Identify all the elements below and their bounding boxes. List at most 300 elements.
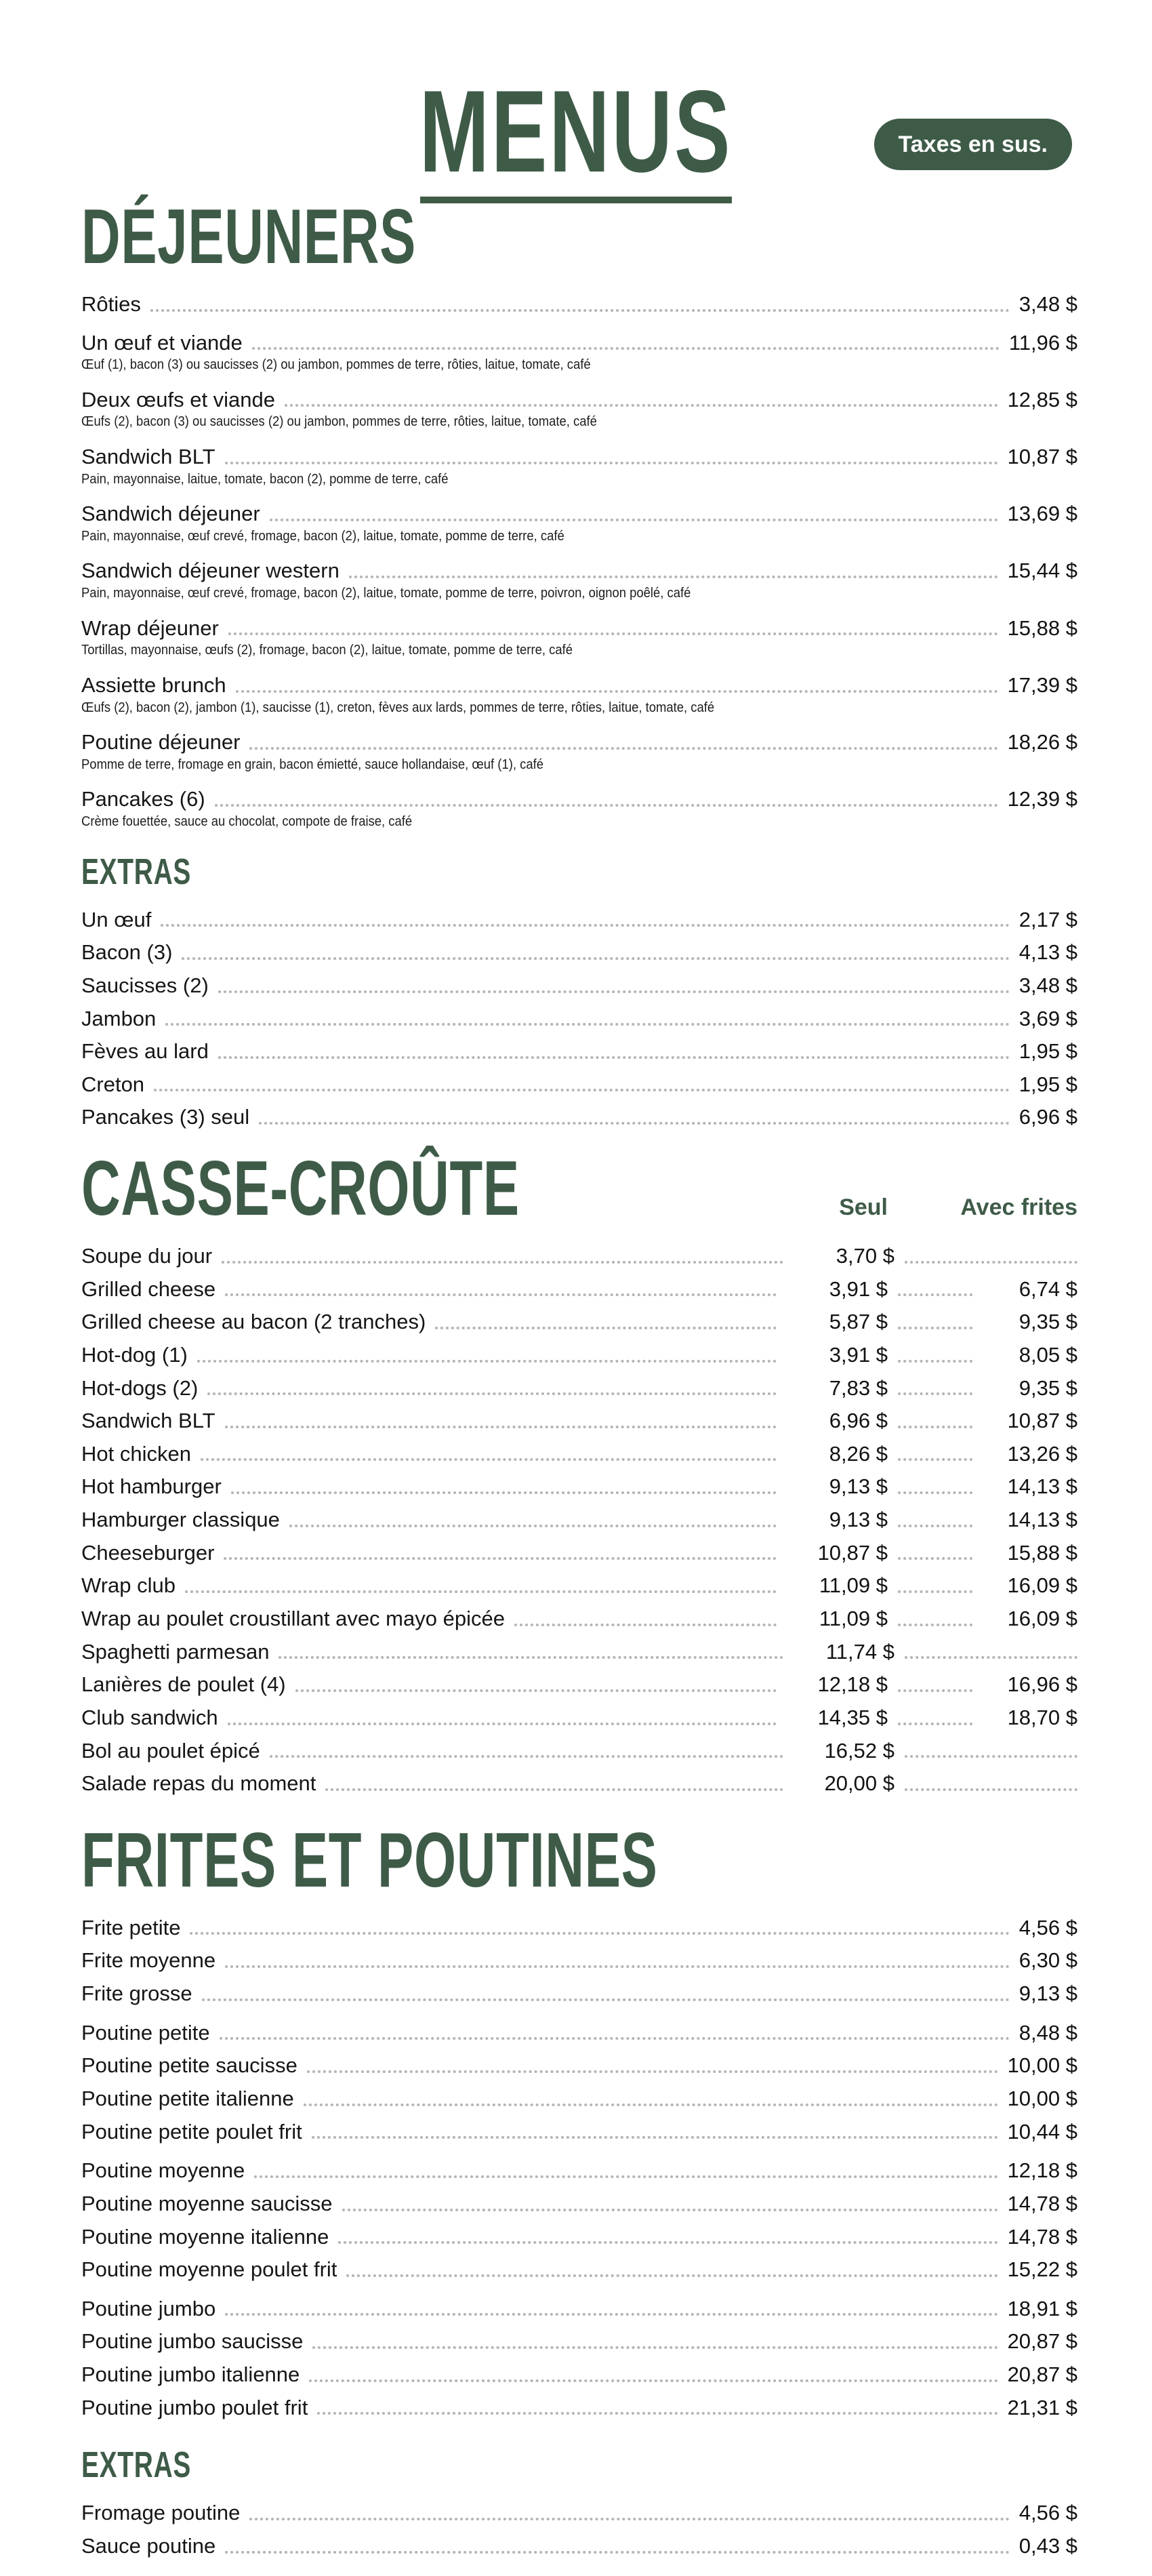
menu-item-row (81, 1771, 1077, 1796)
dejeuners-extras-items (81, 908, 1077, 1129)
item-price: 6,96 $ (1019, 1105, 1077, 1129)
item-description: Œufs (2), bacon (3) ou saucisses (2) ou jambon, pommes de terre, rôties, laitue, tomate, café (81, 414, 597, 430)
item-name: Poutine jumbo saucisse (81, 2329, 304, 2354)
menu-item (81, 1244, 1077, 1268)
item-price-avec-frites: 6,74 $ (1019, 1276, 1077, 1301)
menu-item-row (81, 1948, 1077, 1973)
item-price: 1,95 $ (1019, 1039, 1077, 1064)
menu-item (81, 1072, 1077, 1097)
menu-item (81, 2053, 1077, 2078)
dotted-leader (279, 1656, 783, 1659)
item-name: Poutine jumbo (81, 2296, 216, 2320)
item-price: 18,91 $ (1007, 2296, 1077, 2320)
item-name: Poutine moyenne poulet frit (81, 2257, 337, 2282)
item-price-seul: 9,13 $ (829, 1474, 888, 1499)
menu-item-row (81, 1916, 1077, 1940)
dotted-leader (898, 1458, 972, 1461)
menu-item-row (81, 2501, 1077, 2525)
menu-item (81, 2297, 1077, 2321)
dotted-leader (514, 1624, 777, 1626)
menu-item-group (81, 2021, 1077, 2144)
dotted-leader (349, 576, 998, 578)
item-price-avec-frites: 14,13 $ (1007, 1508, 1077, 1532)
menu-item (81, 2396, 1077, 2420)
item-price-seul: 9,13 $ (829, 1508, 888, 1532)
dotted-leader (225, 1426, 777, 1428)
item-price-seul: 12,18 $ (817, 1672, 888, 1697)
menu-item (81, 2501, 1077, 2525)
item-name: Poutine petite italienne (81, 2086, 294, 2110)
item-name: Assiette brunch (81, 672, 226, 697)
dotted-leader (270, 519, 998, 521)
item-name: Cheeseburger (81, 1540, 215, 1565)
dotted-leader (236, 690, 998, 693)
item-name: Poutine déjeuner (81, 730, 241, 754)
item-price-avec-frites: 14,13 $ (1007, 1474, 1077, 1499)
menu-item (81, 1474, 1077, 1499)
item-price-avec-frites: 8,05 $ (1019, 1342, 1077, 1367)
frites-poutines-groups (81, 1916, 1077, 2420)
dotted-leader (150, 309, 1010, 312)
item-name: Creton (81, 1072, 145, 1096)
item-name: Poutine moyenne (81, 2158, 245, 2183)
item-price: 0,43 $ (1019, 2534, 1077, 2558)
menu-item (81, 1409, 1077, 1433)
dotted-leader (220, 2037, 1010, 2040)
menu-item-row (81, 1508, 1077, 1532)
menu-item-group (81, 1916, 1077, 2006)
item-price-seul: 3,70 $ (836, 1243, 894, 1268)
item-name: Wrap au poulet croustillant avec mayo épicée (81, 1607, 505, 1631)
item-name: Grilled cheese au bacon (2 tranches) (81, 1310, 426, 1334)
item-price: 6,30 $ (1019, 1948, 1077, 1973)
item-price-seul: 11,09 $ (819, 1607, 888, 1631)
item-price: 11,96 $ (1008, 330, 1077, 355)
dotted-leader (270, 1755, 783, 1758)
item-price: 3,48 $ (1019, 973, 1077, 997)
menu-item-row (81, 1105, 1077, 1129)
item-price: 3,69 $ (1019, 1006, 1077, 1030)
menu-item (81, 2087, 1077, 2111)
dotted-leader (225, 1293, 777, 1296)
dotted-leader (905, 1755, 1077, 1758)
menu-item (81, 1916, 1077, 1940)
item-name: Spaghetti parmesan (81, 1639, 270, 1664)
section-heading-casse-croute: CASSE-CROÛTE (81, 1146, 520, 1232)
item-description: Œufs (2), bacon (2), jambon (1), saucisse (1), creton, fèves aux lards, pommes de terre, rôties, laitue, tomate, café (81, 699, 715, 715)
menu-item (81, 2021, 1077, 2045)
dotted-leader (154, 1089, 1010, 1091)
page-title: MENUS (419, 66, 733, 197)
item-name: Saucisses (2) (81, 973, 209, 997)
dotted-leader (218, 1056, 1010, 1059)
menu-item (81, 2534, 1077, 2558)
dejeuners-items (81, 292, 1077, 830)
menu-item-row (81, 2225, 1077, 2249)
menu-item (81, 559, 1077, 601)
menu-item-row (81, 730, 1077, 754)
item-price: 20,87 $ (1007, 2329, 1077, 2354)
item-price-seul: 3,91 $ (829, 1276, 888, 1301)
menu-item-row (81, 1310, 1077, 1334)
item-price: 3,48 $ (1019, 291, 1077, 316)
menu-item-row (81, 2087, 1077, 2111)
casse-croute-items (81, 1244, 1077, 1796)
item-price-seul: 7,83 $ (829, 1375, 888, 1400)
item-description: Crème fouettée, sauce au chocolat, compote de fraise, café (81, 813, 413, 830)
item-price: 9,13 $ (1019, 1981, 1077, 2006)
item-name: Rôties (81, 291, 141, 316)
item-name: Sandwich déjeuner western (81, 559, 340, 583)
item-name: Frite petite (81, 1915, 181, 1939)
item-name: Sauce poutine (81, 2534, 216, 2558)
item-price-seul: 20,00 $ (824, 1771, 894, 1796)
item-name: Poutine petite poulet frit (81, 2119, 302, 2144)
menu-item-row (81, 1376, 1077, 1401)
dotted-leader (898, 1426, 972, 1428)
item-price: 15,22 $ (1007, 2257, 1077, 2282)
item-price: 15,88 $ (1007, 616, 1077, 640)
dotted-leader (190, 1932, 1009, 1935)
item-name: Club sandwich (81, 1705, 218, 1729)
menu-item-row (81, 1244, 1077, 1268)
item-name: Hamburger classique (81, 1508, 280, 1532)
item-price-avec-frites: 18,70 $ (1007, 1705, 1077, 1729)
menu-item (81, 502, 1077, 544)
dotted-leader (197, 1360, 777, 1363)
item-price: 12,39 $ (1007, 787, 1077, 811)
item-description: Œuf (1), bacon (3) ou saucisses (2) ou jambon, pommes de terre, rôties, laitue, tomate, café (81, 357, 591, 373)
menu-item-row (81, 2192, 1077, 2216)
dotted-leader (898, 1360, 972, 1363)
item-name: Pancakes (3) seul (81, 1105, 250, 1129)
dotted-leader (249, 2518, 1009, 2520)
item-price: 4,56 $ (1019, 2501, 1077, 2525)
menu-item (81, 1706, 1077, 1730)
menu-item (81, 2225, 1077, 2249)
item-name: Un œuf et viande (81, 330, 243, 355)
item-price: 20,87 $ (1007, 2362, 1077, 2387)
dotted-leader (309, 2379, 997, 2382)
menu-item-row (81, 1007, 1077, 1031)
dotted-leader (304, 2104, 998, 2106)
dotted-leader (905, 1656, 1077, 1659)
menu-item (81, 787, 1077, 830)
menu-item (81, 1039, 1077, 1064)
column-header-seul: Seul (839, 1194, 888, 1220)
item-price: 4,56 $ (1019, 1915, 1077, 1939)
menu-item-row (81, 1343, 1077, 1367)
item-price-avec-frites: 16,96 $ (1007, 1672, 1077, 1697)
menu-item (81, 2158, 1077, 2183)
item-price-avec-frites: 16,09 $ (1007, 1573, 1077, 1598)
menu-item-row (81, 2534, 1077, 2558)
item-description: Tortillas, mayonnaise, œufs (2), fromage, bacon (2), laitue, tomate, pomme de terre, café (81, 642, 573, 658)
dotted-leader (161, 924, 1009, 927)
frites-extras-header (81, 2444, 1077, 2486)
menu-item (81, 1277, 1077, 1302)
section-dejeuners-header (81, 194, 1077, 280)
menu-item (81, 1771, 1077, 1796)
item-name: Bol au poulet épicé (81, 1738, 260, 1763)
dotted-leader (317, 2412, 997, 2415)
menu-item (81, 2120, 1077, 2144)
item-price: 10,44 $ (1007, 2119, 1077, 2144)
menu-item-row (81, 1442, 1077, 1466)
dotted-leader (228, 1723, 777, 1725)
menu-item-row (81, 445, 1077, 469)
menu-item-row (81, 1706, 1077, 1730)
item-name: Poutine jumbo italienne (81, 2362, 300, 2387)
item-name: Hot chicken (81, 1441, 191, 1466)
item-price-seul: 11,09 $ (819, 1573, 888, 1598)
item-price: 4,13 $ (1019, 940, 1077, 965)
menu-item-row (81, 1981, 1077, 2006)
item-name: Poutine moyenne saucisse (81, 2191, 333, 2215)
dotted-leader (249, 747, 997, 750)
dotted-leader (225, 462, 998, 464)
menu-item-row (81, 388, 1077, 412)
menu-item (81, 973, 1077, 998)
menu-item (81, 1105, 1077, 1129)
dotted-leader (898, 1624, 972, 1626)
item-price: 17,39 $ (1007, 672, 1077, 697)
dotted-leader (346, 2274, 997, 2277)
dotted-leader (228, 632, 998, 635)
item-name: Pancakes (6) (81, 787, 205, 811)
section-heading-frites-poutines: FRITES ET POUTINES (81, 1817, 658, 1904)
item-name: Bacon (3) (81, 940, 173, 965)
item-price-avec-frites: 16,09 $ (1007, 1607, 1077, 1631)
dejeuners-extras-header (81, 853, 1077, 890)
item-price-avec-frites: 15,88 $ (1007, 1540, 1077, 1565)
menu-item-row (81, 559, 1077, 583)
menu-item (81, 940, 1077, 965)
menu-item (81, 1310, 1077, 1334)
menu-item-row (81, 2120, 1077, 2144)
menu-item-group (81, 2158, 1077, 2282)
item-price: 12,18 $ (1007, 2158, 1077, 2183)
dotted-leader (165, 1023, 1010, 1026)
item-price: 10,87 $ (1007, 444, 1077, 468)
dotted-leader (254, 2175, 997, 2178)
menu-item-row (81, 502, 1077, 526)
menu-item-row (81, 2158, 1077, 2183)
item-price-seul: 6,96 $ (829, 1409, 888, 1433)
dotted-leader (905, 1261, 1077, 1264)
item-name: Wrap club (81, 1573, 176, 1598)
dotted-leader (307, 2070, 998, 2073)
item-price: 18,26 $ (1007, 730, 1077, 754)
extras-heading-dejeuners: EXTRAS (81, 851, 192, 892)
menu-item-row (81, 2396, 1077, 2420)
item-name: Poutine moyenne italienne (81, 2224, 329, 2249)
item-price-seul: 5,87 $ (829, 1310, 888, 1334)
menu-item-row (81, 940, 1077, 965)
menu-item-row (81, 1739, 1077, 1763)
menu-item (81, 673, 1077, 716)
dotted-leader (898, 1491, 972, 1494)
item-name: Hot hamburger (81, 1474, 222, 1499)
menu-item (81, 1640, 1077, 1664)
menu-item (81, 1739, 1077, 1763)
dotted-leader (342, 2209, 998, 2211)
section-heading-dejeuners: DÉJEUNERS (81, 194, 417, 280)
menu-item (81, 2192, 1077, 2216)
dotted-leader (222, 1261, 783, 1264)
menu-item (81, 730, 1077, 773)
menu-item-group (81, 2297, 1077, 2420)
dotted-leader (898, 1689, 972, 1692)
dotted-leader (207, 1392, 777, 1395)
item-price: 10,00 $ (1007, 2053, 1077, 2078)
item-price-avec-frites: 9,35 $ (1019, 1310, 1077, 1334)
extras-heading-frites: EXTRAS (81, 2444, 192, 2486)
item-name: Deux œufs et viande (81, 387, 276, 411)
item-price: 12,85 $ (1007, 387, 1077, 411)
item-description: Pain, mayonnaise, œuf crevé, fromage, bacon (2), laitue, tomate, pomme de terre, café (81, 527, 564, 544)
menu-item-row (81, 973, 1077, 998)
section-frites-poutines-header (81, 1817, 1077, 1904)
menu-content (81, 0, 1077, 2567)
menu-item (81, 2362, 1077, 2387)
menu-item (81, 292, 1077, 317)
menu-item-row (81, 1072, 1077, 1097)
item-price-seul: 11,74 $ (825, 1639, 894, 1664)
menu-item (81, 1981, 1077, 2006)
item-name: Wrap déjeuner (81, 616, 219, 640)
dotted-leader (898, 1723, 972, 1725)
dotted-leader (295, 1689, 777, 1692)
item-name: Lanières de poulet (4) (81, 1672, 286, 1697)
menu-item (81, 2257, 1077, 2282)
dotted-leader (185, 1590, 777, 1593)
menu-item-row (81, 292, 1077, 317)
menu-item-row (81, 2053, 1077, 2078)
menu-item (81, 1376, 1077, 1401)
item-price: 14,78 $ (1007, 2191, 1077, 2215)
menu-item (81, 1573, 1077, 1598)
menu-item (81, 1948, 1077, 1973)
dotted-leader (252, 347, 1000, 350)
menu-item-row (81, 2297, 1077, 2321)
dotted-leader (289, 1525, 777, 1527)
dotted-leader (325, 1788, 783, 1791)
item-price-seul: 16,52 $ (824, 1738, 894, 1763)
dotted-leader (225, 2313, 997, 2316)
item-price: 15,44 $ (1007, 559, 1077, 583)
item-name: Fèves au lard (81, 1039, 209, 1064)
item-name: Hot-dogs (2) (81, 1375, 199, 1400)
dotted-leader (312, 2346, 997, 2349)
menu-item-row (81, 331, 1077, 355)
menu-item-row (81, 2021, 1077, 2045)
menu-item (81, 616, 1077, 659)
menu-item-row (81, 1277, 1077, 1302)
menu-item (81, 388, 1077, 430)
tax-badge: Taxes en sus. (874, 119, 1073, 170)
item-name: Sandwich BLT (81, 444, 215, 468)
item-price: 8,48 $ (1019, 2020, 1077, 2045)
dotted-leader (898, 1557, 972, 1560)
dotted-leader (898, 1525, 972, 1527)
dotted-leader (905, 1788, 1077, 1791)
menu-item (81, 331, 1077, 374)
dotted-leader (224, 1557, 777, 1560)
item-name: Un œuf (81, 907, 152, 931)
item-name: Sandwich déjeuner (81, 502, 260, 526)
item-name: Frite moyenne (81, 1948, 216, 1973)
item-name: Poutine jumbo poulet frit (81, 2395, 308, 2419)
item-price-avec-frites: 13,26 $ (1007, 1441, 1077, 1466)
item-description: Pain, mayonnaise, laitue, tomate, bacon (2), pomme de terre, café (81, 470, 449, 487)
dotted-leader (225, 1965, 1010, 1968)
dotted-leader (201, 1458, 777, 1461)
menu-item-row (81, 1640, 1077, 1664)
item-price: 2,17 $ (1019, 907, 1077, 931)
menu-item (81, 1343, 1077, 1367)
item-name: Frite grosse (81, 1981, 192, 2006)
item-name: Fromage poutine (81, 2501, 241, 2525)
item-name: Hot-dog (1) (81, 1342, 188, 1367)
dotted-leader (285, 404, 998, 407)
dotted-leader (218, 990, 1010, 993)
menu-item-row (81, 1672, 1077, 1697)
item-description: Pomme de terre, fromage en grain, bacon émietté, sauce hollandaise, œuf (1), café (81, 756, 543, 772)
dotted-leader (898, 1590, 972, 1593)
item-price-avec-frites: 10,87 $ (1007, 1409, 1077, 1433)
item-price: 21,31 $ (1007, 2395, 1077, 2419)
item-price: 1,95 $ (1019, 1072, 1077, 1096)
item-name: Poutine petite saucisse (81, 2053, 297, 2078)
item-price-seul: 3,91 $ (829, 1342, 888, 1367)
dotted-leader (259, 1122, 1010, 1125)
dotted-leader (225, 2551, 1010, 2554)
menu-item (81, 445, 1077, 487)
menu-item (81, 1672, 1077, 1697)
menu-item (81, 1007, 1077, 1031)
dotted-leader (898, 1293, 972, 1296)
dotted-leader (231, 1491, 777, 1494)
menu-item-row (81, 1541, 1077, 1565)
item-description: Pain, mayonnaise, œuf crevé, fromage, bacon (2), laitue, tomate, pomme de terre, poivron, oignon poêlé, café (81, 585, 691, 601)
menu-item (81, 908, 1077, 932)
dotted-leader (338, 2241, 997, 2244)
item-name: Salade repas du moment (81, 1771, 316, 1796)
dotted-leader (898, 1392, 972, 1395)
menu-item (81, 1541, 1077, 1565)
price-column-headers (752, 1194, 1077, 1225)
dotted-leader (182, 957, 1009, 960)
frites-extras-items (81, 2501, 1077, 2558)
menu-item (81, 1442, 1077, 1466)
menu-item-row (81, 908, 1077, 932)
menu-item-row (81, 616, 1077, 641)
menu-item-row (81, 1607, 1077, 1631)
item-price-seul: 10,87 $ (817, 1540, 888, 1565)
item-price: 13,69 $ (1007, 502, 1077, 526)
menu-item-row (81, 787, 1077, 811)
menu-item-row (81, 1409, 1077, 1433)
item-price-seul: 14,35 $ (817, 1705, 888, 1729)
menu-item-row (81, 1573, 1077, 1598)
dotted-leader (312, 2136, 998, 2139)
menu-item-row (81, 2257, 1077, 2282)
dotted-leader (435, 1327, 777, 1329)
column-header-avec-frites: Avec frites (960, 1194, 1077, 1220)
dotted-leader (202, 1998, 1010, 2001)
menu-item-row (81, 1474, 1077, 1499)
